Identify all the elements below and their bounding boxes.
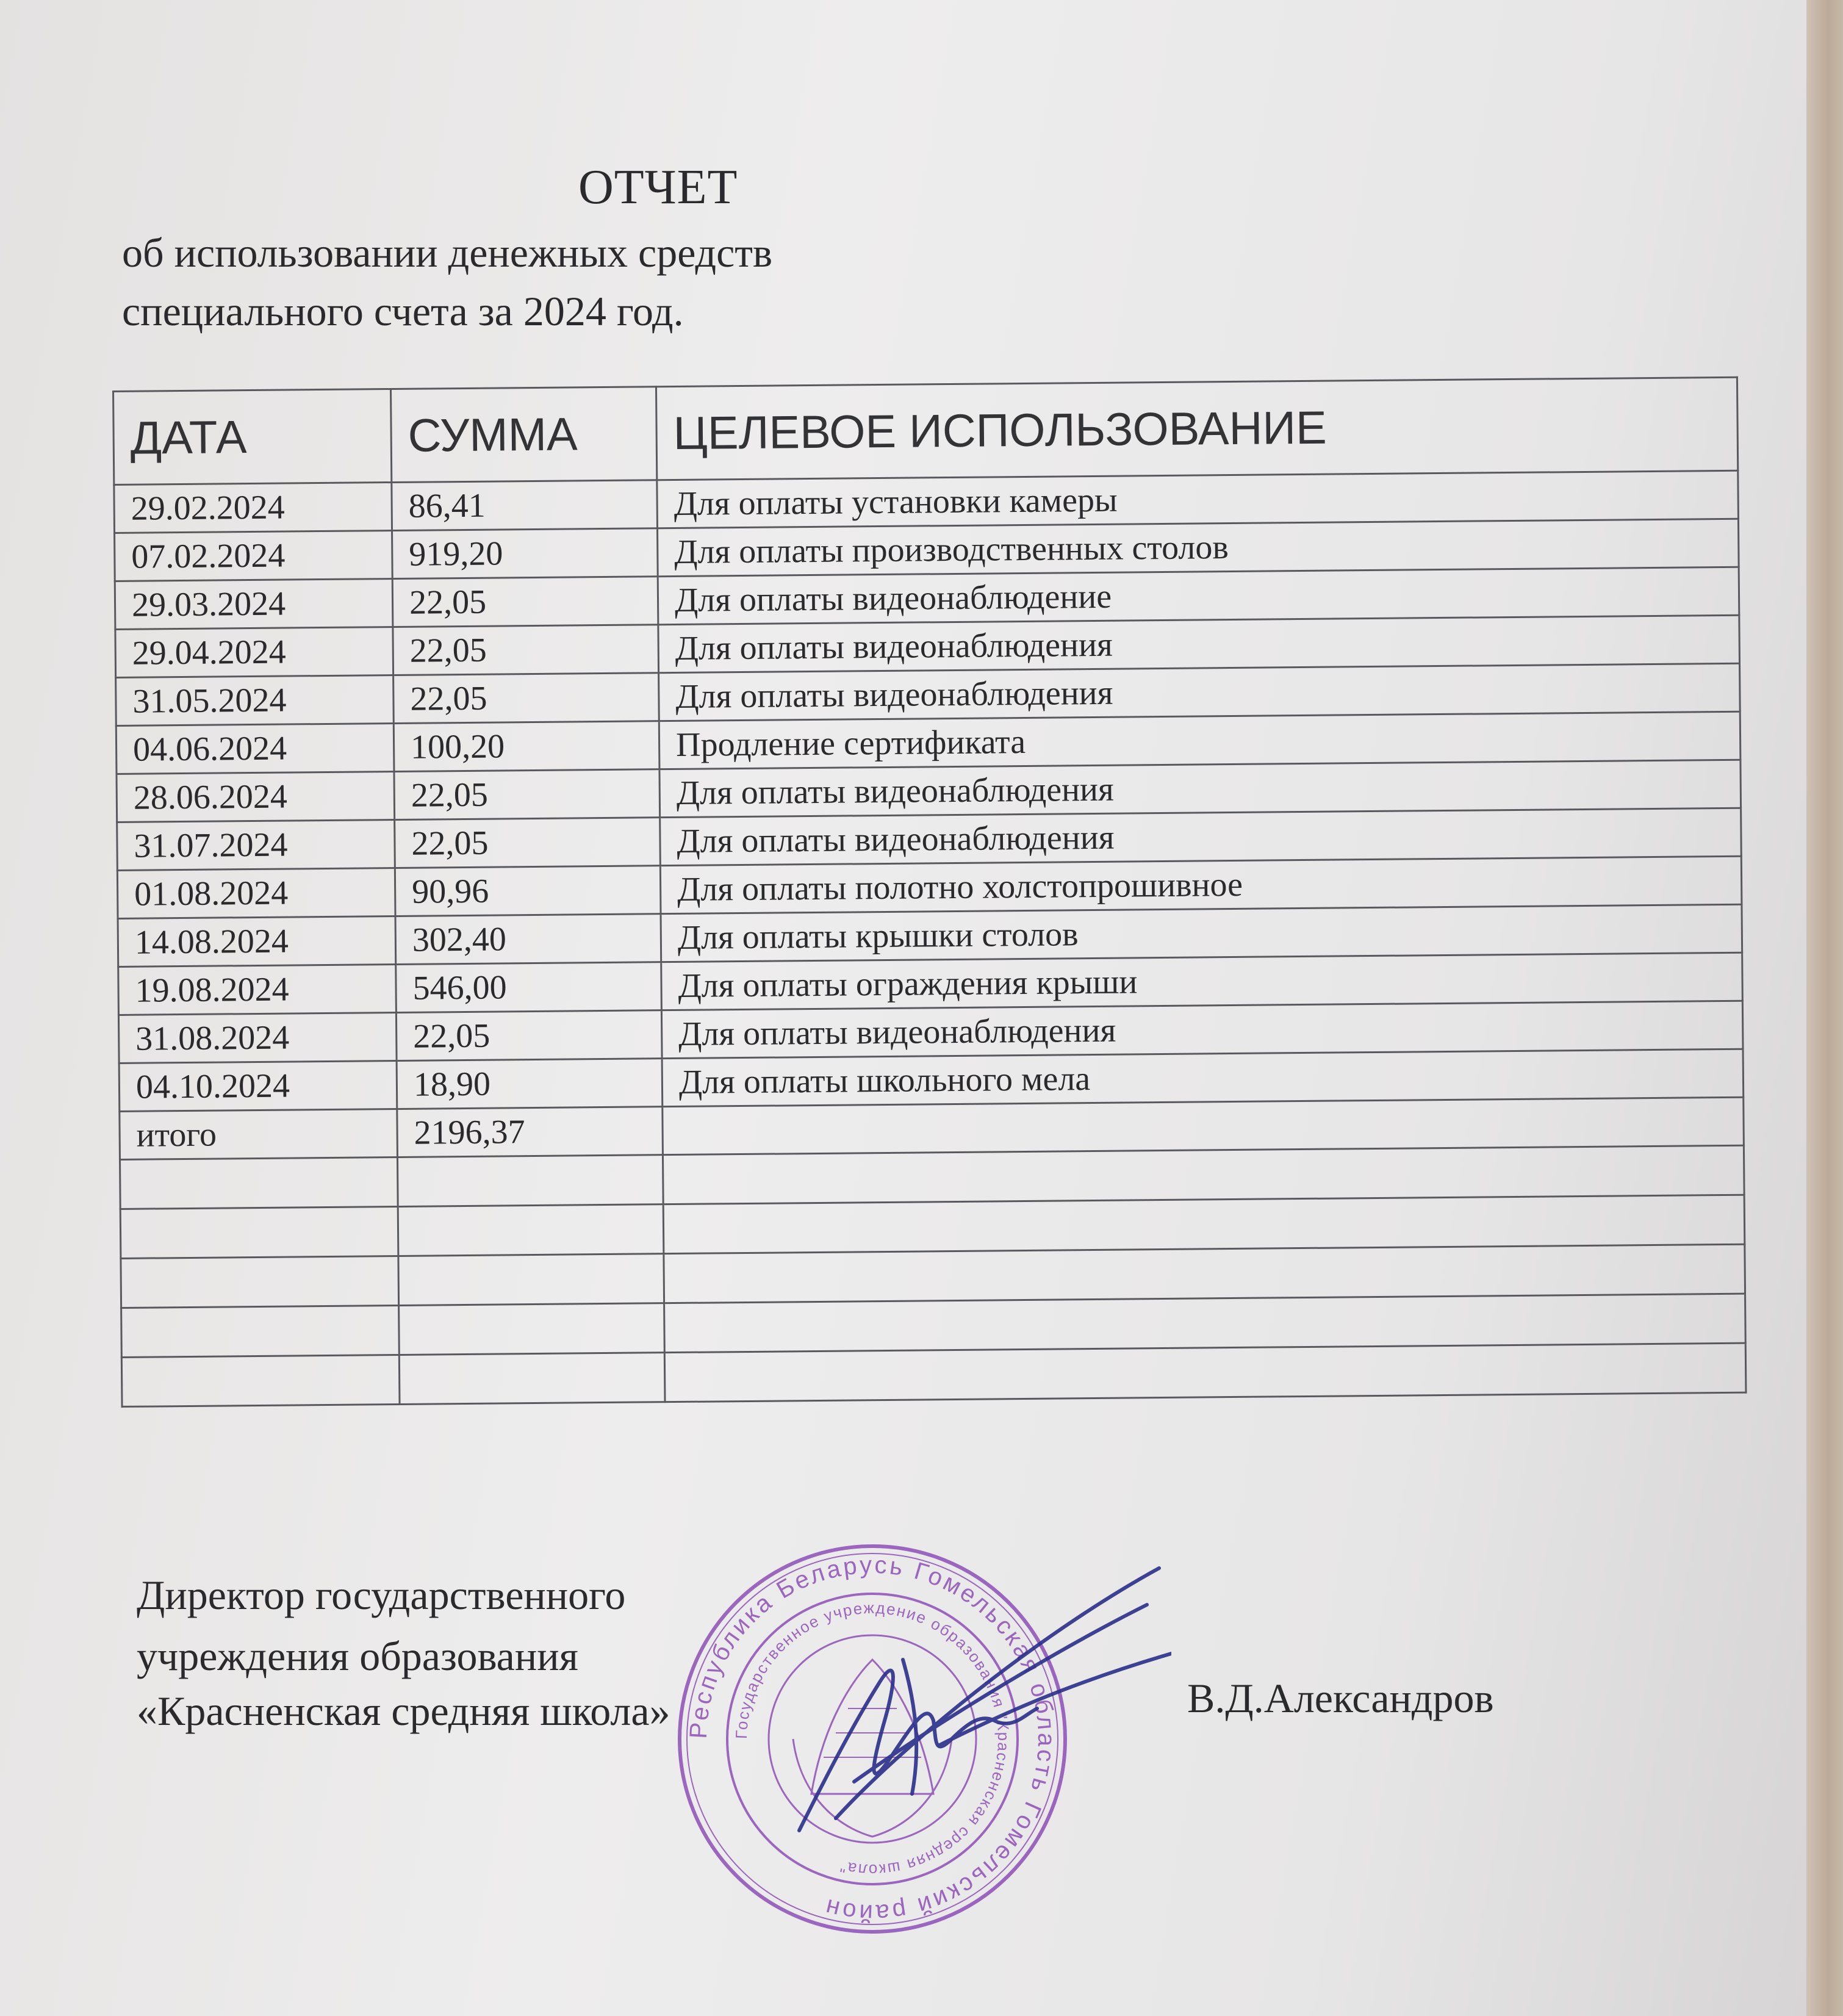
purpose-cell: Для оплаты ограждения крыши	[661, 952, 1743, 1010]
purpose-cell: Для оплаты крышки столов	[661, 904, 1742, 962]
director-title-line3: «Красненская средняя школа»	[137, 1688, 670, 1734]
column-header-purpose: ЦЕЛЕВОЕ ИСПОЛЬЗОВАНИЕ	[656, 377, 1737, 480]
purpose-cell: Для оплаты видеонаблюдения	[660, 808, 1742, 865]
amount-cell: 22,05	[394, 769, 660, 820]
column-header-date: ДАТА	[113, 389, 392, 485]
report-table	[112, 376, 1747, 1408]
stamp-outer-text: Республика Беларусь Гомельская область Гомельский район	[684, 1551, 1060, 1927]
director-title-line2: учреждения образования	[137, 1633, 578, 1679]
date-cell: 04.06.2024	[116, 723, 394, 774]
date-cell: 19.08.2024	[118, 964, 397, 1015]
purpose-cell: Для оплаты установки камеры	[657, 470, 1739, 528]
total-label: итого	[120, 1109, 398, 1159]
purpose-cell: Для оплаты видеонаблюдения	[659, 760, 1741, 817]
purpose-cell: Для оплаты видеонаблюдения	[659, 663, 1741, 721]
stamp-inner-text: Государственное учреждение образования "Красненская средняя школа"	[731, 1598, 1013, 1880]
date-cell: 31.08.2024	[118, 1012, 397, 1063]
document-subtitle-line2: специального счета за 2024 год.	[122, 288, 684, 334]
table-header-row	[113, 377, 1738, 484]
purpose-cell: Для оплаты видеонаблюдения	[658, 615, 1740, 672]
date-cell: 28.06.2024	[117, 771, 395, 822]
amount-cell: 86,41	[392, 480, 658, 531]
date-cell: 31.07.2024	[117, 819, 395, 870]
amount-cell: 302,40	[395, 914, 661, 965]
paper-edge	[1806, 0, 1843, 2016]
total-value: 2196,37	[397, 1107, 663, 1157]
amount-cell: 90,96	[395, 866, 661, 916]
amount-cell: 100,20	[393, 721, 659, 772]
amount-cell: 546,00	[396, 962, 662, 1013]
date-cell: 31.05.2024	[116, 675, 394, 725]
date-cell: 01.08.2024	[117, 868, 395, 918]
signer-name: В.Д.Александров	[1187, 1675, 1494, 1721]
amount-cell: 22,05	[393, 673, 659, 724]
amount-cell: 22,05	[395, 818, 661, 868]
document-subtitle-line1: об использовании денежных средств	[122, 229, 773, 276]
amount-cell: 22,05	[393, 625, 659, 675]
amount-cell: 919,20	[392, 528, 658, 579]
purpose-cell: Для оплаты школьного мела	[662, 1049, 1744, 1106]
director-title-line1: Директор государственного	[137, 1572, 626, 1618]
purpose-cell: Для оплаты видеонаблюдение	[658, 567, 1739, 624]
total-purpose-cell	[663, 1097, 1744, 1154]
date-cell: 29.02.2024	[114, 483, 392, 533]
date-cell: 07.02.2024	[115, 531, 393, 581]
purpose-cell: Для оплаты видеонаблюдения	[661, 1001, 1743, 1058]
amount-cell: 18,90	[397, 1059, 663, 1109]
purpose-cell: Для оплаты производственных столов	[658, 519, 1739, 576]
purpose-cell: Для оплаты полотно холстопрошивное	[660, 856, 1742, 913]
date-cell: 29.03.2024	[115, 579, 393, 630]
amount-cell: 22,05	[392, 577, 658, 627]
amount-cell: 22,05	[396, 1010, 662, 1061]
purpose-cell: Продление сертификата	[659, 711, 1741, 769]
date-cell: 04.10.2024	[119, 1060, 397, 1111]
column-header-amount: СУММА	[390, 387, 656, 483]
document-title: ОТЧЕТ	[578, 160, 738, 214]
handwritten-signature	[781, 1562, 1171, 1855]
date-cell: 29.04.2024	[115, 627, 393, 678]
date-cell: 14.08.2024	[118, 916, 396, 967]
